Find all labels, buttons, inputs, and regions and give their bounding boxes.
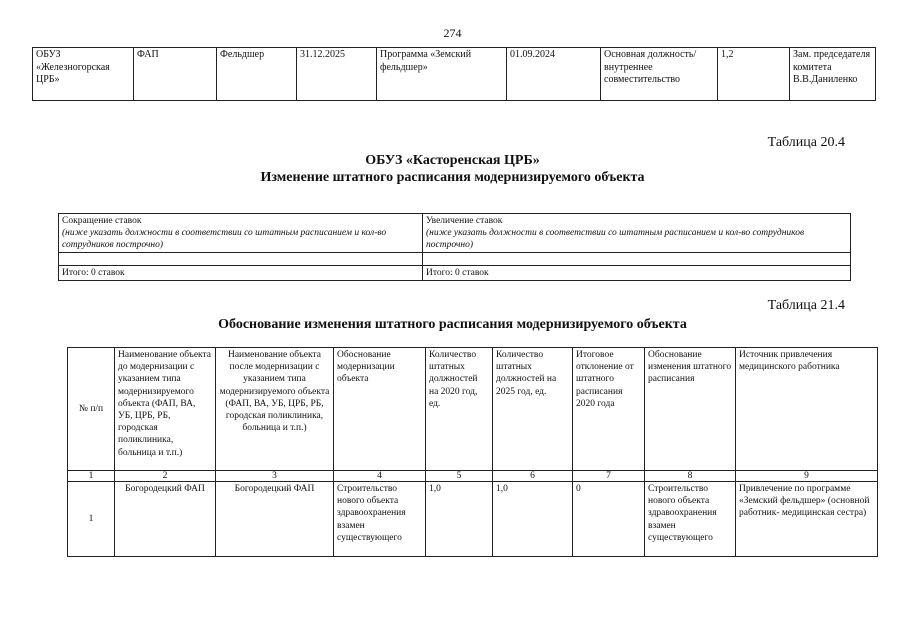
increase-total: Итого: 0 ставок bbox=[423, 266, 851, 281]
table-row bbox=[68, 482, 878, 557]
reduction-header: Сокращение ставок bbox=[62, 216, 142, 226]
reduction-note: (ниже указать должности в соответствии со штатным расписанием и кол-во сотрудников построчно) bbox=[62, 228, 387, 250]
increase-note: (ниже указать должности в соответствии со штатным расписанием и кол-во сотрудников построчно) bbox=[426, 228, 805, 250]
cell-responsible: Зам. председателя комитета В.В.Даниленко bbox=[790, 48, 876, 101]
continued-table bbox=[32, 47, 876, 101]
cell-date-start: 01.09.2024 bbox=[507, 48, 601, 101]
increase-header: Увеличение ставок bbox=[426, 216, 503, 226]
empty-cell bbox=[59, 253, 423, 266]
cell-object-type: ФАП bbox=[134, 48, 217, 101]
column-number: 4 bbox=[334, 471, 426, 482]
reduction-header-cell bbox=[59, 214, 423, 253]
table-label: Таблица 20.4 bbox=[767, 135, 845, 150]
column-number: 1 bbox=[68, 471, 115, 482]
empty-cell bbox=[423, 253, 851, 266]
page-number: 274 bbox=[443, 26, 462, 40]
cell-rate: 1,2 bbox=[718, 48, 790, 101]
column-number: 6 bbox=[493, 471, 573, 482]
reduction-total: Итого: 0 ставок bbox=[59, 266, 423, 281]
column-header: Обоснование модернизации объекта bbox=[334, 348, 426, 471]
column-header: Количество штатных должностей на 2025 год, ед. bbox=[493, 348, 573, 471]
column-number: 7 bbox=[573, 471, 645, 482]
column-number-row bbox=[68, 471, 878, 482]
column-header: Источник привлечения медицинского работника bbox=[736, 348, 878, 471]
column-number: 8 bbox=[645, 471, 736, 482]
column-number: 3 bbox=[216, 471, 334, 482]
table-row bbox=[59, 253, 851, 266]
column-header: Наименование объекта после модернизации с указанием типа модернизируемого объекта (ФАП, ВА, УБ, ЦРБ, РБ, городская поликлиника, больница и т.п.) bbox=[216, 348, 334, 471]
cell-program: Программа «Земский фельдшер» bbox=[377, 48, 507, 101]
modernization-reason: Строительство нового объекта здравоохранения взамен существующего bbox=[334, 482, 426, 557]
row-number: 1 bbox=[68, 482, 115, 557]
change-reason: Строительство нового объекта здравоохранения взамен существующего bbox=[645, 482, 736, 557]
object-after: Богородецкий ФАП bbox=[216, 482, 334, 557]
column-header: Обоснование изменения штатного расписания bbox=[645, 348, 736, 471]
staff-2020: 1,0 bbox=[426, 482, 493, 557]
column-header: Наименование объекта до модернизации с указанием типа модернизируемого объекта (ФАП, ВА, УБ, ЦРБ, РБ, городская поликлиника, больница и т.п.) bbox=[115, 348, 216, 471]
table-label: Таблица 21.4 bbox=[767, 298, 845, 313]
column-header: Итоговое отклонение от штатного расписания 2020 года bbox=[573, 348, 645, 471]
section-subtitle: Изменение штатного расписания модернизируемого объекта bbox=[260, 170, 645, 185]
cell-organization: ОБУЗ «Железногорская ЦРБ» bbox=[33, 48, 134, 101]
justification-table bbox=[67, 347, 878, 557]
column-number: 5 bbox=[426, 471, 493, 482]
staff-2025: 1,0 bbox=[493, 482, 573, 557]
worker-source: Привлечение по программе «Земский фельдшер» (основной работник- медицинская сестра) bbox=[736, 482, 878, 557]
column-number: 2 bbox=[115, 471, 216, 482]
table-header-row bbox=[68, 348, 878, 471]
column-number: 9 bbox=[736, 471, 878, 482]
staff-change-table bbox=[58, 213, 851, 281]
deviation: 0 bbox=[573, 482, 645, 557]
increase-header-cell bbox=[423, 214, 851, 253]
cell-employment-type: Основная должность/внутреннее совместительство bbox=[601, 48, 718, 101]
cell-position: Фельдшер bbox=[217, 48, 297, 101]
table-row bbox=[59, 214, 851, 253]
table-row bbox=[33, 48, 876, 101]
section-title: ОБУЗ «Касторенская ЦРБ» bbox=[365, 153, 540, 168]
column-header: № п/п bbox=[68, 348, 115, 471]
section-title: Обоснование изменения штатного расписания модернизируемого объекта bbox=[218, 317, 687, 332]
table-row bbox=[59, 266, 851, 281]
object-before: Богородецкий ФАП bbox=[115, 482, 216, 557]
column-header: Количество штатных должностей на 2020 год, ед. bbox=[426, 348, 493, 471]
cell-date-end: 31.12.2025 bbox=[297, 48, 377, 101]
